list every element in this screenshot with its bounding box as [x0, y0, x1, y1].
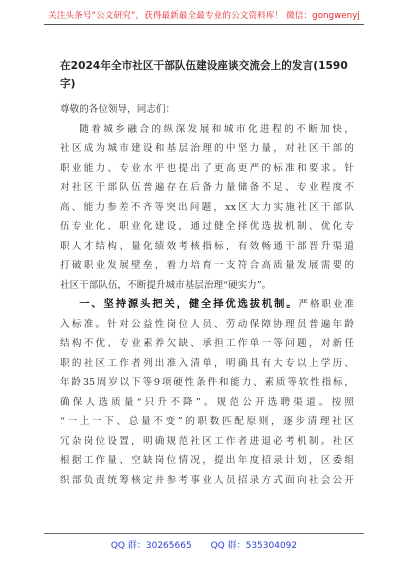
salutation: 尊敬的各位领导，同志们： [60, 104, 176, 115]
text-line: 社区成为城市建设和基层治理的中坚力量，对社区干部的 [60, 143, 354, 154]
text-line: 根据工作量、空缺岗位情况，提出年度招录计划，区委组 [60, 455, 354, 466]
footer-divider [44, 533, 364, 534]
header-banner: 关注头条号“公文研究”，获得最新最全最专业的公文资料库！ 微信：gongwenyj [48, 11, 360, 21]
text-line: 高、能力参差不齐等突出问题，xx区大力实施社区干部队 [60, 201, 354, 213]
paragraph-intro [60, 120, 354, 296]
footer [0, 538, 408, 551]
section-lead: 严格职业准 [298, 299, 355, 310]
qq-group-1: QQ 群：30265665 [110, 541, 192, 551]
header-divider [44, 24, 364, 25]
text-line: 职业能力、专业水平也提出了更高更严的标准和要求。针 [60, 162, 354, 174]
section-heading: 一、坚持源头把关，健全择优选拔机制。 [79, 298, 299, 310]
paragraph-section-1 [60, 295, 354, 490]
document-body [60, 100, 354, 490]
text-line: 入标准。针对公益性岗位人员、劳动保障协理员普遍年龄 [60, 318, 354, 330]
qq-group-2: QQ 群：535304092 [210, 541, 298, 551]
text-line: 职人才结构、量化绩效考核指标，有效畅通干部晋升渠道 [60, 240, 354, 252]
text-line: 冗杂岗位设置，明确规范社区工作者进退必考机制。社区 [60, 435, 354, 447]
text-line: 打破职业发展壁垒，着力培育一支符合高质量发展需要的 [60, 260, 354, 271]
document-title: 在2024年全市社区干部队伍建设座谈交流会上的发言(1590字) [60, 60, 348, 90]
text-line: 结构不优、专业素养欠缺、承担工作单一等问题，对新任 [60, 338, 354, 349]
text-line: 织部负责统筹核定并参考事业人员招录方式面向社会公开 [60, 474, 354, 486]
text-line [60, 295, 354, 315]
text-line: 确保人选质量“只升不降”。规范公开选聘渠道。按照 [60, 396, 354, 408]
text-line: 随着城乡融合的纵深发展和城市化进程的不断加快， [79, 123, 354, 135]
text-line: 年龄35周岁以下等9项硬性条件和能力、素质等软性指标， [60, 377, 354, 388]
text-line: 伍专业化、职业化建设，通过健全择优选拔机制、优化专 [60, 221, 354, 232]
text-line: 职的社区工作者列出准入清单，明确具有大专以上学历、 [60, 357, 354, 369]
text-line: 社区干部队伍，不断提升城市基层治理“硬实力”。 [60, 279, 272, 291]
text-line: “一上一下、总量不变”的职数匹配原则，逐步清理社区 [60, 416, 354, 427]
text-line: 对社区干部队伍普遍存在后备力量储备不足、专业程度不 [60, 182, 354, 193]
